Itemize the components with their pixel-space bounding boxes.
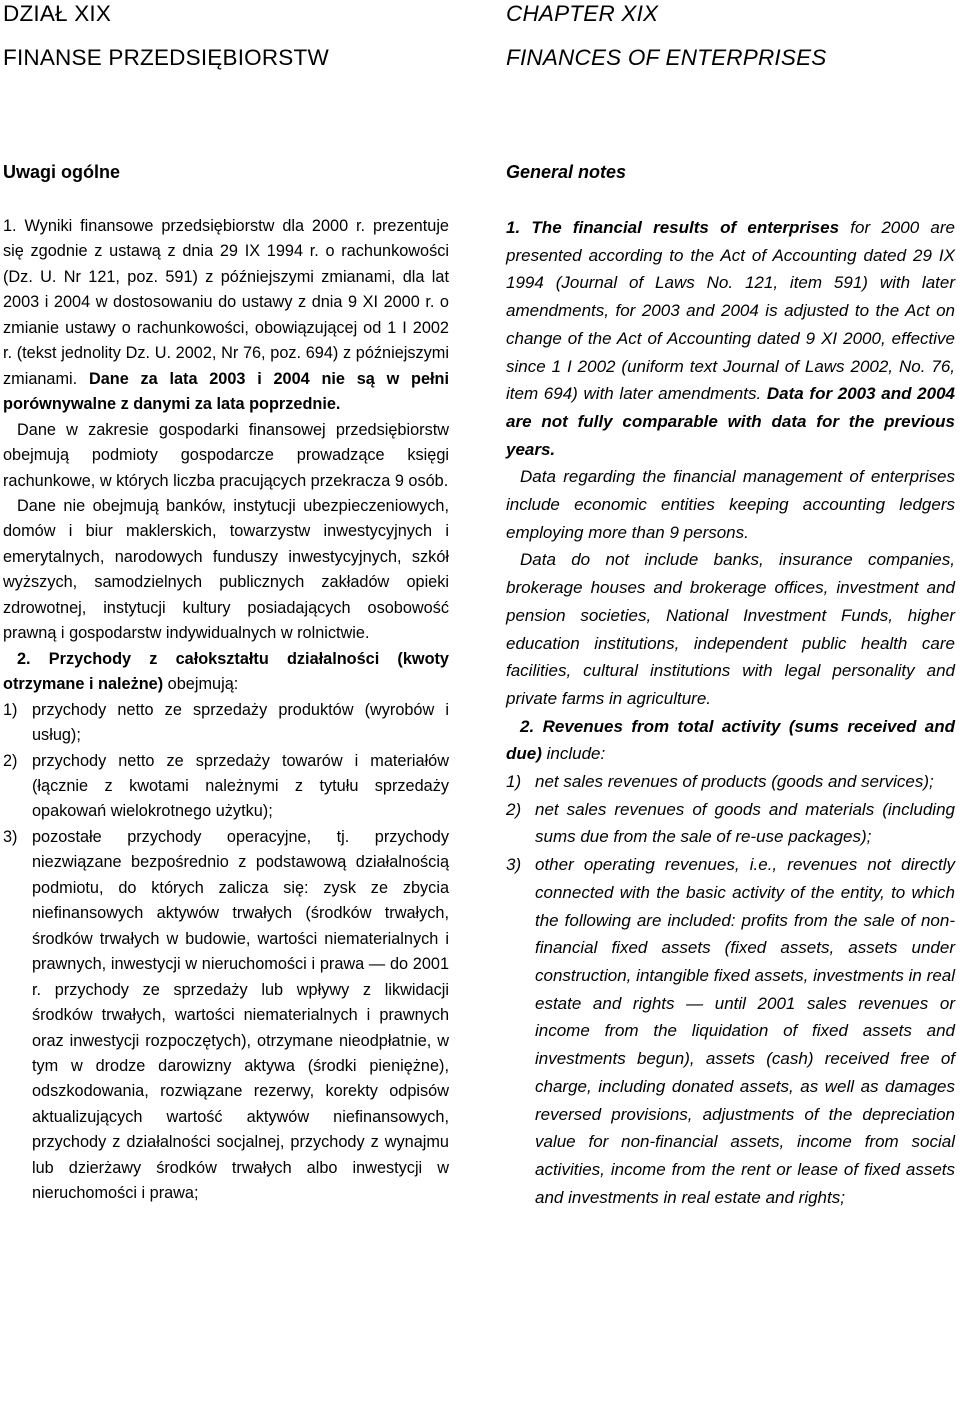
paragraph-2: Dane w zakresie gospodarki finansowej przedsiębiorstw obejmują podmioty gospodarcze prowadzące księgi rachunkowe, w których liczba pracujących przekracza 9 osób. bbox=[3, 420, 449, 490]
paragraph-4 bbox=[506, 713, 955, 768]
paragraph-3: Dane nie obejmują banków, instytucji ubezpieczeniowych, domów i biur maklerskich, towarzystw inwestycyjnych i emerytalnych, narodowych funduszy inwestycyjnych, szkół wyższych, samodzielnych publicznych zakładów opieki zdrowotnej, instytucji kultury posiadających osobowość prawną i gospodarstw indywidualnych w rolnictwie. bbox=[3, 496, 449, 643]
english-body bbox=[506, 214, 955, 1211]
list-item-number: 1) bbox=[3, 700, 18, 719]
list-item-text: net sales revenues of goods and materials (including sums due from the sale of re-use packages); bbox=[535, 799, 955, 847]
list-item bbox=[506, 796, 955, 851]
chapter-label: DZIAŁ XIX bbox=[3, 1, 112, 26]
list-item bbox=[3, 749, 449, 825]
list-item bbox=[506, 768, 955, 796]
paragraph-1-bold: Dane za lata 2003 i 2004 nie są w pełni porównywalne z danymi za lata poprzednie. bbox=[3, 369, 449, 414]
chapter-label: CHAPTER XIX bbox=[506, 1, 659, 26]
paragraph-1 bbox=[3, 214, 449, 418]
list-item bbox=[506, 851, 955, 1211]
list-item-text: przychody netto ze sprzedaży produktów (wyrobów i usług); bbox=[32, 700, 449, 745]
paragraph-2: Data regarding the financial management of enterprises include economic entities keeping accounting ledgers employing more than 9 persons. bbox=[506, 467, 955, 542]
paragraph-1 bbox=[506, 214, 955, 463]
list-item bbox=[3, 825, 449, 1207]
paragraph-4-text: include: bbox=[541, 744, 606, 764]
chapter-title: FINANCES OF ENTERPRISES bbox=[506, 45, 827, 70]
list-item-number: 3) bbox=[506, 855, 522, 875]
list-item-number: 2) bbox=[3, 751, 18, 770]
paragraph-1-bold: 1. The financial results of enterprises bbox=[506, 218, 840, 237]
paragraph-4 bbox=[3, 647, 449, 698]
list-item-text: przychody netto ze sprzedaży towarów i materiałów (łącznie z kwotami należnymi z tytułu sprzedaży opakowań wielokrotnego użytku); bbox=[32, 751, 449, 821]
paragraph-1-text: for 2000 are presented according to the Act of Accounting dated 29 IX 1994 (Journal of Laws No. 121, item 591) with later amendments, for 2003 and 2004 is adjusted to the Act on change of the Act of Accounting dated 9 XI 2000, effective since 1 I 2002 (uniform text Journal of Laws 2002, No. 76, item 694) with later amendments. bbox=[506, 218, 955, 404]
paragraph-1-text: 1. Wyniki finansowe przedsiębiorstw dla 2000 r. prezentuje się zgodnie z ustawą z dnia 29 IX 1994 r. o rachunkowości (Dz. U. Nr 121, poz. 591) z późniejszymi zmianami, dla lat 2003 i 2004 w dostosowaniu do ustawy z dnia 9 XI 2000 r. o zmianie ustawy o rachunkowości, obowiązującej od 1 I 2002 r. (tekst jednolity Dz. U. 2002, Nr 76, poz. 694) z późniejszymi zmianami. bbox=[3, 217, 449, 388]
paragraph-4-text: obejmują: bbox=[163, 675, 239, 694]
paragraph-4-bold: 2. Revenues from total activity (sums received and due) bbox=[506, 716, 955, 764]
revenue-list bbox=[506, 768, 955, 1211]
paragraph-4-bold: 2. Przychody z całokształtu działalności (kwoty otrzymane i należne) bbox=[3, 649, 449, 694]
paragraph-1-bold-note: Data for 2003 and 2004 are not fully comparable with data for the previous years. bbox=[506, 384, 955, 459]
chapter-title: FINANSE PRZEDSIĘBIORSTW bbox=[3, 45, 329, 70]
list-item-text: pozostałe przychody operacyjne, tj. przychody niezwiązane bezpośrednio z podstawową działalnością podmiotu, do których zalicza się: zysk ze zbycia niefinansowych aktywów trwałych (środków trwałych, środków trwałych w budowie, wartości niematerialnych i prawnych, inwestycji w nieruchomości i prawa — do 2001 r. przychody ze sprzedaży lub wpływy z likwidacji środków trwałych, wartości niematerialnych i prawnych oraz inwestycji rozpoczętych), otrzymane nieodpłatnie, w tym w drodze darowizny aktywa (środki pieniężne), odszkodowania, rozwiązane rezerwy, korekty odpisów aktualizujących wartość aktywów niefinansowych, przychody z działalności socjalnej, przychody z wynajmu lub dzierżawy środków trwałych albo inwestycji w nieruchomości i prawa; bbox=[32, 827, 449, 1203]
list-item bbox=[3, 698, 449, 749]
list-item-number: 3) bbox=[3, 827, 18, 846]
list-item-number: 1) bbox=[506, 772, 522, 792]
list-item-text: net sales revenues of products (goods and services); bbox=[535, 772, 934, 792]
notes-heading: General notes bbox=[506, 162, 627, 182]
notes-heading: Uwagi ogólne bbox=[3, 162, 120, 182]
polish-body bbox=[3, 214, 449, 1207]
revenue-list bbox=[3, 698, 449, 1207]
list-item-text: other operating revenues, i.e., revenues not directly connected with the basic activity of the entity, to which the following are included: profits from the sale of non-financial fixed assets (fixed assets, assets under construction, intangible fixed assets, investments in real estate and rights — until 2001 sales revenues or income from the liquidation of fixed assets and investments begun), assets (cash) received free of charge, including donated assets, as well as damages reversed provisions, adjustments of the depreciation value for non-financial assets, income from social activities, income from the rent or lease of fixed assets and investments in real estate and rights; bbox=[535, 855, 955, 1207]
list-item-number: 2) bbox=[506, 799, 522, 819]
paragraph-3: Data do not include banks, insurance companies, brokerage houses and brokerage offices, investment and pension societies, National Investment Funds, higher education institutions, independent public health care facilities, cultural institutions with legal personality and private farms in agriculture. bbox=[506, 550, 955, 708]
